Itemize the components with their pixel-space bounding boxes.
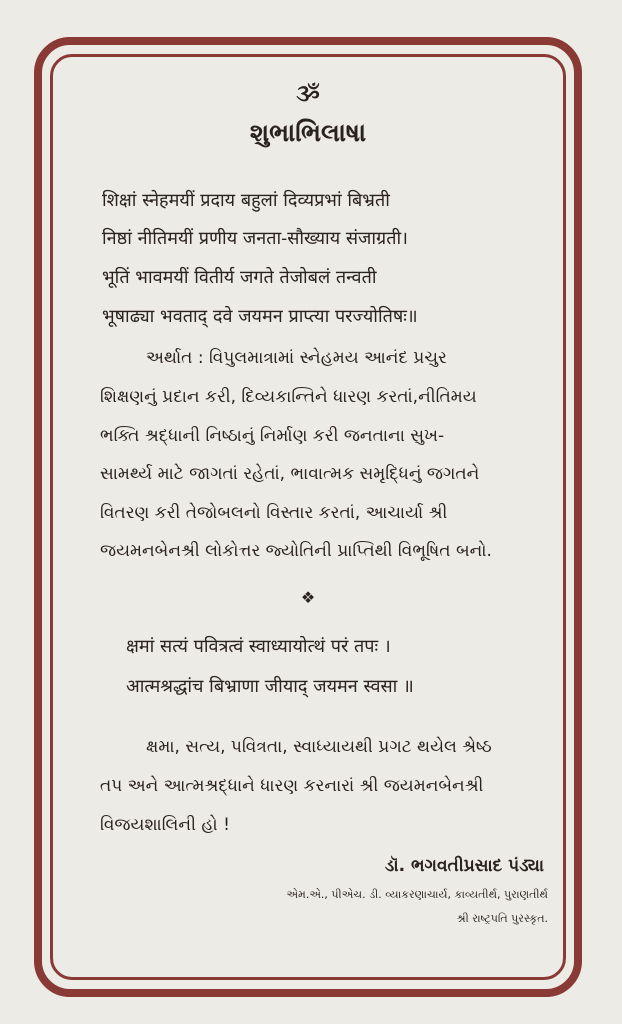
om-symbol: ૐ: [296, 82, 320, 107]
verse-line: क्षमां सत्यं पवित्रत्वं स्वाध्यायोत्थं परं तपः ।: [126, 636, 391, 657]
signature-degrees: એમ.એ., પીએચ. ડી. વ્યાકરણાચાર્ય, કાવ્યતીર્થ, પુરાણતીર્થ: [286, 888, 548, 901]
shloka-line: भूतिं भावमयीं वितीर्य जगते तेजोबलं तन्वती: [102, 267, 377, 288]
shloka-line: भूषाढ्या भवताद् दवे जयमन प्राप्त्या परज्योतिषः॥: [102, 306, 418, 327]
divider-ornament-icon: ❖: [300, 588, 316, 607]
meaning-line: શિક્ષણનું પ્રદાન કરી, દિવ્યકાન્તિને ધારણ કરતાં,નીતિમય: [100, 387, 477, 407]
page-title: શુભાભિલાષા: [249, 118, 367, 147]
translation-line: વિજયશાલિની હો !: [100, 815, 230, 835]
meaning-line: અર્થાત : વિપુલમાત્રામાં સ્નેહમય આનંદ પ્રચુર: [146, 348, 447, 368]
meaning-line: સામર્થ્ય માટે જાગતાં રહેતાં, ભાવાત્મક સમૃદ્ધિનું જગતને: [100, 464, 480, 484]
translation-line: તપ અને આત્મશ્રદ્ધાને ધારણ કરનારાં શ્રી જયમનબેનશ્રી: [100, 776, 484, 796]
greeting-card: [62, 70, 554, 970]
shloka-line: निष्ठां नीतिमयीं प्रणीय जनता-सौख्याय संजाग्रती।: [102, 228, 408, 249]
verse-line: आत्मश्रद्धांच बिभ्राणा जीयाद् जयमन स्वसा ॥: [126, 676, 414, 697]
signature-name: ડૉ. ભગવતીપ્રસાદ પંડ્યા: [384, 856, 544, 876]
meaning-line: જયમનબેનશ્રી લોકોત્તર જ્યોતિની પ્રાપ્તિથી વિભૂષિત બનો.: [100, 541, 492, 561]
shloka-line: शिक्षां स्नेहमयीं प्रदाय बहुलां दिव्यप्रभां बिभ्रती: [102, 190, 390, 211]
meaning-line: વિતરણ કરી તેજોબલનો વિસ્તાર કરતાં, આચાર્યા શ્રી: [100, 503, 448, 523]
signature-award: શ્રી રાષ્ટ્રપતિ પુરસ્કૃત.: [456, 912, 548, 925]
meaning-line: ભક્તિ શ્રદ્ધાની નિષ્ઠાનું નિર્માણ કરી જનતાના સુખ-: [100, 426, 445, 446]
translation-line: ક્ષમા, સત્ય, પવિત્રતા, સ્વાધ્યાયથી પ્રગટ થયેલ શ્રેષ્ઠ: [146, 737, 492, 757]
